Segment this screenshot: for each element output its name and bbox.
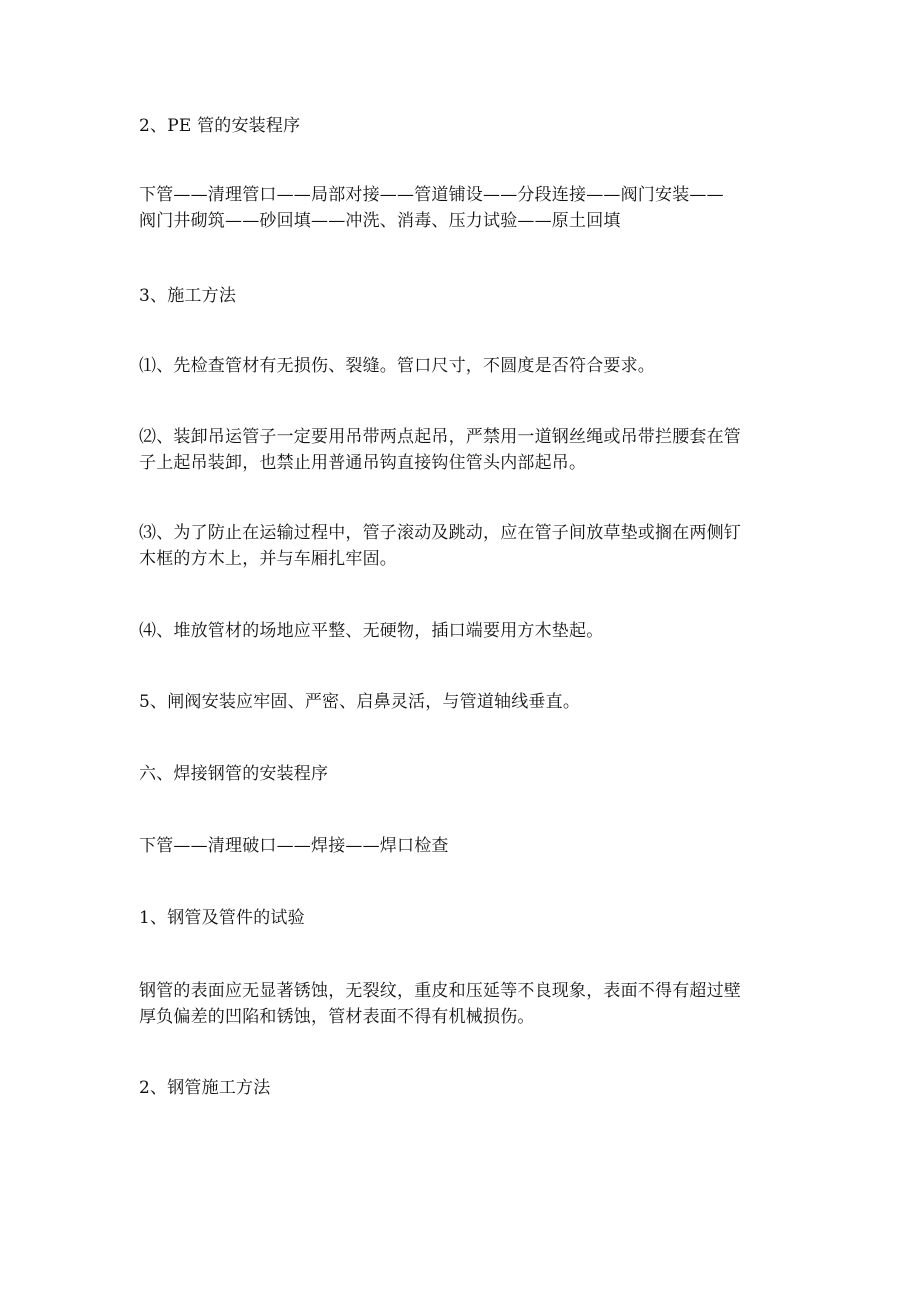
welded-steel-sequence [139,833,784,859]
section-heading-steel-method [139,1075,784,1101]
section-heading-construction-method [139,283,784,309]
text-line: 1、钢管及管件的试验 [139,908,305,928]
pe-install-sequence [139,182,784,234]
text-line: 木框的方木上，并与车厢扎牢固。 [139,549,397,569]
text-line: ⑶、为了防止在运输过程中，管子滚动及跳动，应在管子间放草垫或搁在两侧钉 [139,523,741,543]
text-line: 阀门井砌筑——砂回填——冲洗、消毒、压力试验——原土回填 [139,211,621,231]
text-line: ⑵、装卸吊运管子一定要用吊带两点起吊，严禁用一道钢丝绳或吊带拦腰套在管 [139,427,741,447]
text-line: ⑴、先检查管材有无损伤、裂缝。管口尺寸，不圆度是否符合要求。 [139,356,655,376]
list-item-2 [139,424,784,476]
text-line: 5、闸阀安装应牢固、严密、启鼻灵活，与管道轴线垂直。 [139,692,581,712]
list-item-4 [139,618,784,644]
text-line: 下管——清理管口——局部对接——管道铺设——分段连接——阀门安装—— [139,185,724,205]
text-line: 子上起吊装卸，也禁止用普通吊钩直接钩住管头内部起吊。 [139,453,587,473]
text-line: 2、PE 管的安装程序 [139,116,301,136]
text-line: 3、施工方法 [139,286,237,306]
section-heading-steel-test [139,905,784,931]
text-line: 六、焊接钢管的安装程序 [139,764,329,784]
section-heading-welded-steel [139,761,784,787]
text-line: 下管——清理破口——焊接——焊口检查 [139,836,449,856]
text-line: 钢管的表面应无显著锈蚀，无裂纹，重皮和压延等不良现象，表面不得有超过壁 [139,981,741,1001]
text-line: 2、钢管施工方法 [139,1078,271,1098]
list-item-1 [139,353,784,379]
section-heading-pe-install [139,113,784,139]
steel-surface-requirements [139,978,784,1030]
list-item-3 [139,520,784,572]
text-line: ⑷、堆放管材的场地应平整、无硬物，插口端要用方木垫起。 [139,621,604,641]
valve-install-note [139,689,784,715]
text-line: 厚负偏差的凹陷和锈蚀，管材表面不得有机械损伤。 [139,1007,535,1027]
